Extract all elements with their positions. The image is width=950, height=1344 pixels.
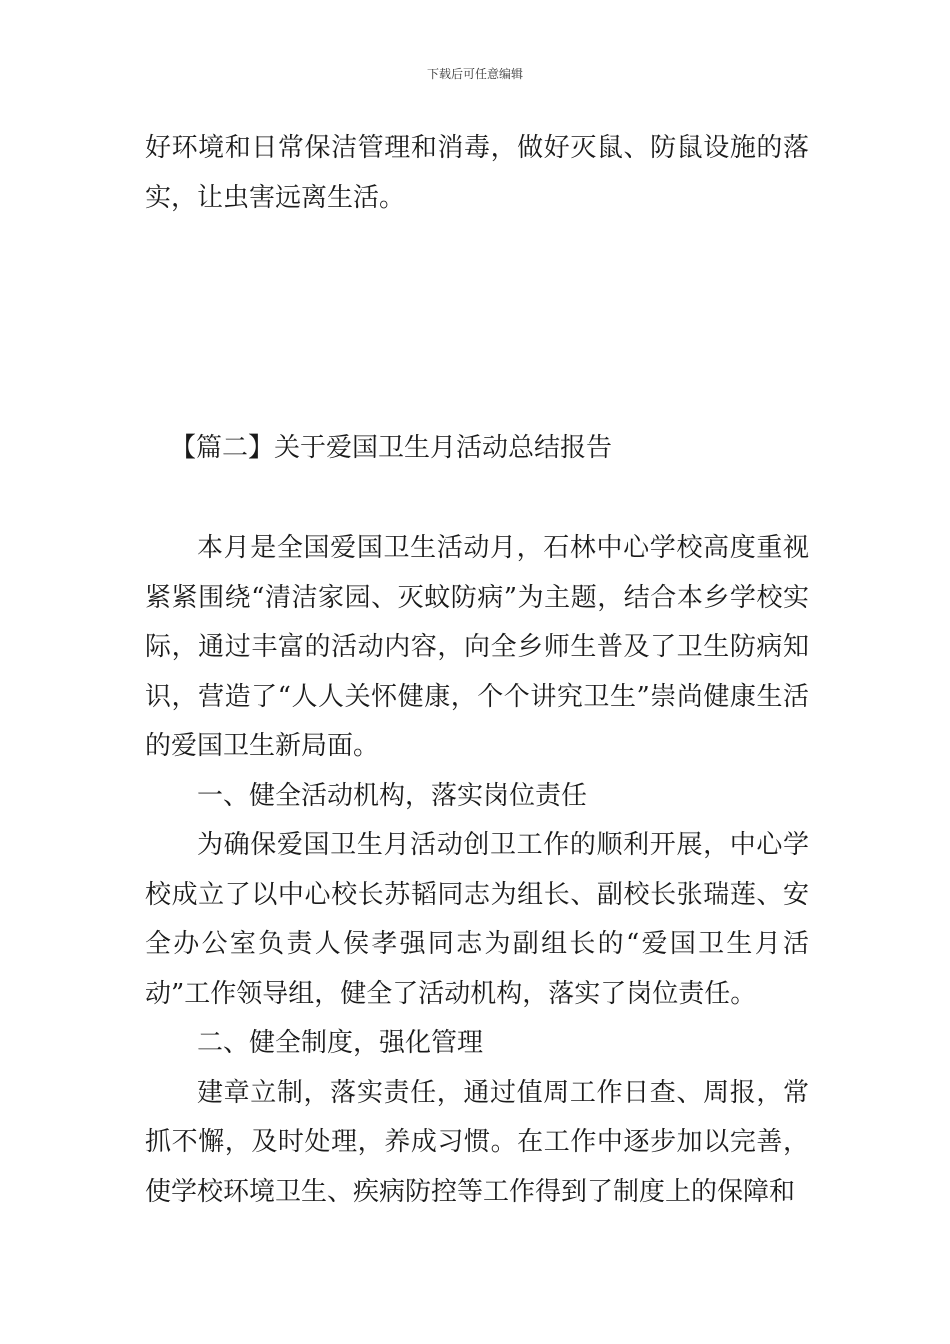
page-header-note: 下载后可任意编辑	[426, 67, 523, 81]
heading-one: 一、健全活动机构，落实岗位责任	[197, 780, 588, 811]
section-body	[145, 524, 809, 1217]
paragraph-system: 建章立制，落实责任，通过值周工作日查、周报，常抓不懈，及时处理，养成习惯。在工作中逐步加以完善，使学校环境卫生、疾病防控等工作得到了制度上的保障和	[145, 1077, 809, 1207]
paragraph-organization: 为确保爱国卫生月活动创卫工作的顺利开展，中心学校成立了以中心校长苏韬同志为组长、副校长张瑞莲、安全办公室负责人侯孝强同志为副组长的“爱国卫生月活动”工作领导组，健全了活动机构，落实了岗位责任。	[145, 830, 809, 1009]
section-title: 【篇二】关于爱国卫生月活动总结报告	[170, 433, 613, 463]
heading-two: 二、健全制度，强化管理	[197, 1028, 484, 1058]
continuation-paragraph: 好环境和日常保洁管理和消毒，做好灭鼠、防鼠设施的落实，让虫害远离生活。	[145, 133, 809, 213]
intro-paragraph: 本月是全国爱国卫生活动月，石林中心学校高度重视紧紧围绕“清洁家园、灭蚊防病”为主题，结合本乡学校实际，通过丰富的活动内容，向全乡师生普及了卫生防病知识，营造了“人人关怀健康，个个讲究卫生”崇尚健康生活的爱国卫生新局面。	[145, 533, 809, 761]
